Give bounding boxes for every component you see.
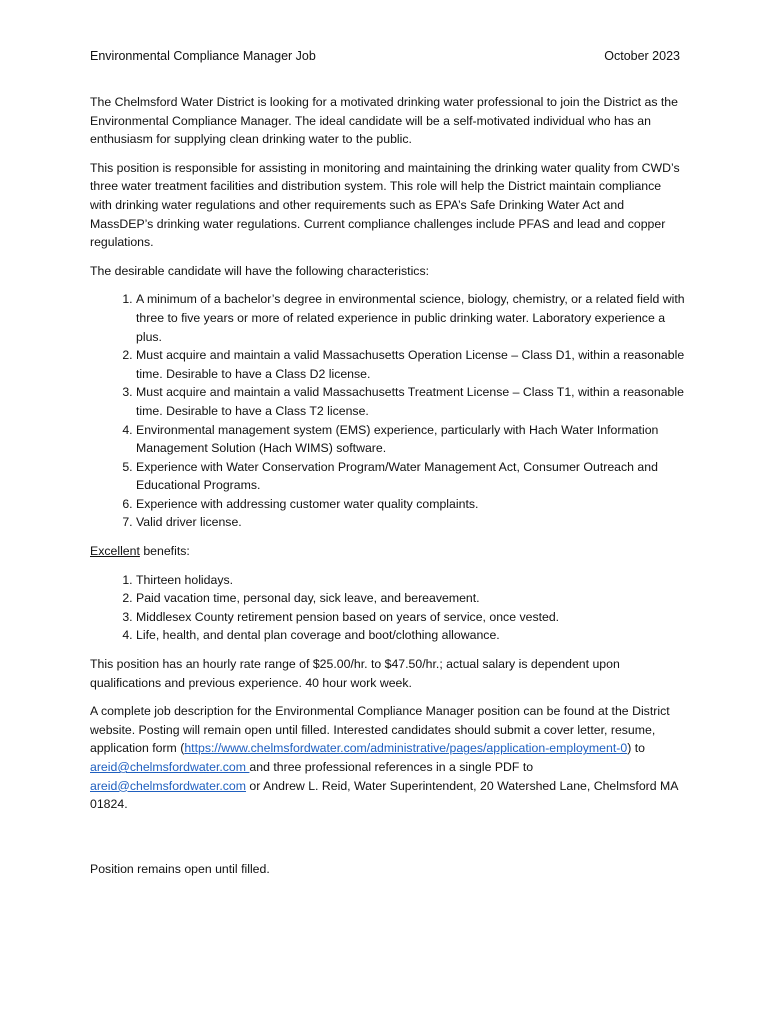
benefits-list (90, 571, 686, 645)
characteristics-list (90, 290, 686, 532)
intro-paragraph: The Chelmsford Water District is looking for a motivated drinking water professional to join the District as the Environmental Compliance Manager. The ideal candidate will be a self-motivated individual who has an enthusiasm for supplying clean drinking water to the public. (90, 95, 678, 147)
characteristics-intro: The desirable candidate will have the following characteristics: (90, 263, 430, 278)
document-body (90, 93, 686, 888)
application-text-2: ) to (627, 741, 645, 756)
application-text-4: or Andrew L. Reid, Water Superintendent, 20 Watershed Lane, Chelmsford MA 01824. (90, 778, 678, 812)
benefits-heading (90, 542, 686, 561)
benefits-heading-rest: benefits: (139, 544, 190, 559)
list-item: 4. Life, health, and dental plan coverage and boot/clothing allowance. (136, 626, 686, 645)
application-text-1: A complete job description for the Environmental Compliance Manager position can be found at the District website. Posting will remain open until filled. Interested candidates should submit a cover letter, resume, application form ( (90, 704, 670, 756)
list-item: 2. Must acquire and maintain a valid Massachusetts Operation License – Class D1, within a reasonable time. Desirable to have a Class D2 license. (136, 346, 686, 383)
application-text-3: and three professional references in a single PDF to (249, 760, 534, 774)
list-item: 1. Thirteen holidays. (136, 571, 686, 590)
list-item: 7. Valid driver license. (136, 513, 686, 532)
responsibilities-paragraph: This position is responsible for assisting in monitoring and maintaining the drinking water quality from CWD’s three water treatment facilities and distribution system. This role will help the District maintain compliance with drinking water regulations and other requirements such as EPA’s Safe Drinking Water Act and MassDEP’s drinking water regulations. Current compliance challenges include PFAS and lead and copper regulations. (90, 160, 680, 250)
spacer (90, 824, 686, 860)
list-item: 5. Experience with Water Conservation Program/Water Management Act, Consumer Outreach and Educational Programs. (136, 458, 686, 495)
list-item: 1. A minimum of a bachelor’s degree in environmental science, biology, chemistry, or a related field with three to five years or more of related experience in public drinking water. Laboratory experience a plus. (136, 290, 686, 346)
header-date: October 2023 (604, 49, 680, 63)
closing-statement: Position remains open until filled. (90, 861, 270, 876)
list-item: 3. Must acquire and maintain a valid Massachusetts Treatment License – Class T1, within a reasonable time. Desirable to have a Class T2 license. (136, 383, 686, 420)
list-item: 4. Environmental management system (EMS) experience, particularly with Hach Water Information Management Solution (Hach WIMS) software. (136, 421, 686, 458)
list-item: 6. Experience with addressing customer water quality complaints. (136, 495, 686, 514)
list-item: 3. Middlesex County retirement pension based on years of service, once vested. (136, 608, 686, 627)
page-header (90, 47, 680, 65)
email-link[interactable]: areid@chelmsfordwater.com (90, 760, 250, 774)
email-link-2[interactable]: areid@chelmsfordwater.com (90, 778, 247, 793)
application-paragraph (90, 702, 686, 814)
header-title: Environmental Compliance Manager Job (90, 49, 316, 63)
application-form-link[interactable]: https://www.chelmsfordwater.com/administrative/pages/application-employment-0 (184, 741, 628, 756)
benefits-heading-underlined: Excellent (90, 544, 140, 559)
salary-paragraph: This position has an hourly rate range of $25.00/hr. to $47.50/hr.; actual salary is dependent upon qualifications and previous experience. 40 hour work week. (90, 657, 620, 690)
list-item: 2. Paid vacation time, personal day, sick leave, and bereavement. (136, 589, 686, 608)
